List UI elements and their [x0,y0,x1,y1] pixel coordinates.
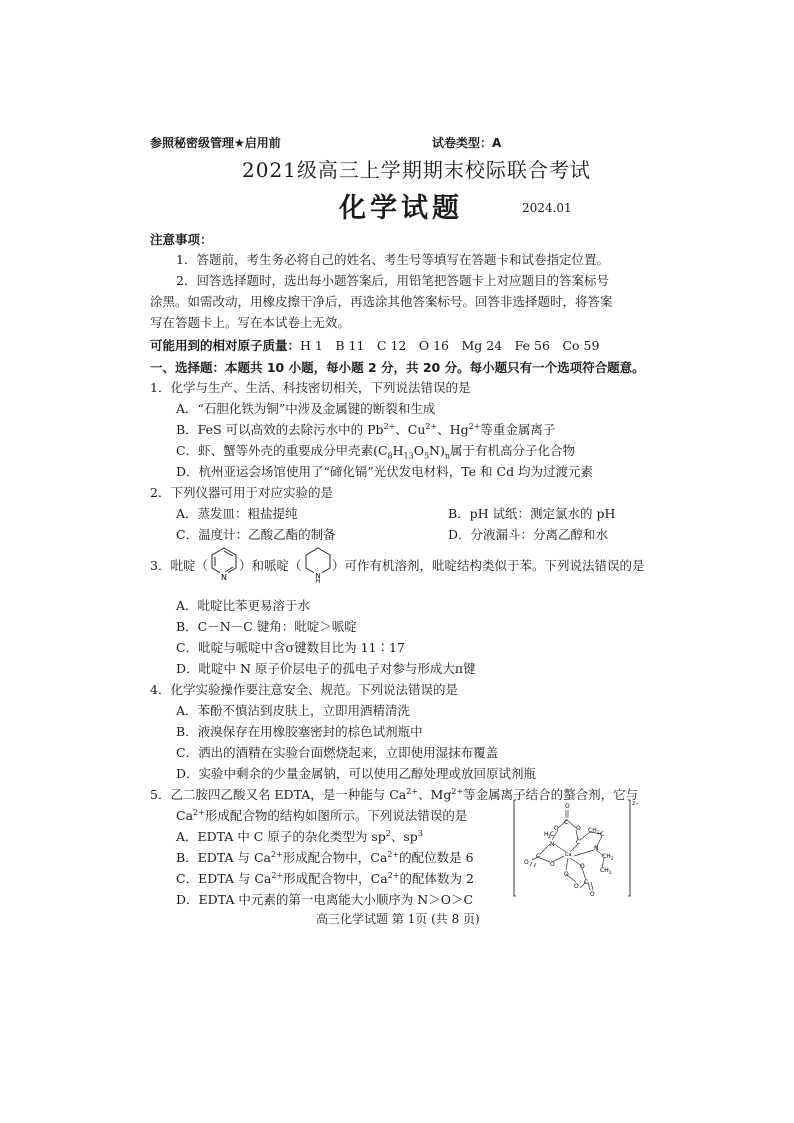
q5-stem-line-2: $Ca^{2+}$形成配合物的结构如图所示。下列说法错误的是 [176,807,468,823]
svg-text:C: C [576,839,581,846]
q1-option-d: D．杭州亚运会场馆使用了“碲化镉”光伏发电材料，Te 和 Cd 均为过渡元素 [176,464,594,479]
q1-stem: 1．化学与生产、生活、科技密切相关，下列说法错误的是 [150,380,471,395]
q3-stem-part-2: ）和哌啶（ [239,558,302,573]
atomic-mass-values: H 1 B 11 C 12 O 16 Mg 24 Fe 56 Co 59 [300,338,600,353]
q2-stem: 2．下列仪器可用于对应实验的是 [150,485,333,500]
q4-option-c: C．洒出的酒精在实验台面燃烧起来，立即使用湿抹布覆盖 [176,745,499,760]
q3-option-a: A．吡啶比苯更易溶于水 [176,598,311,613]
svg-text:2: 2 [597,830,600,835]
svg-text:N: N [594,845,599,852]
notice-item-1: 1．答题前，考生务必将自己的姓名、考生号等填写在答题卡和试卷指定位置。 [176,252,609,267]
svg-text:O: O [550,861,555,868]
svg-text:O: O [574,883,579,890]
svg-text:O: O [590,891,595,898]
svg-text:2: 2 [611,856,614,861]
q2-option-c: C．温度计：乙酸乙酯的制备 [176,527,336,542]
q1-option-c: C．虾、蟹等外壳的重要成分甲壳素$(C_8H_{13}O_5N)_n$属于有机高分子化合物 [176,443,576,461]
svg-text:C: C [600,831,605,838]
svg-text:O: O [524,859,529,866]
q3-stem-part-3: ）可作有机溶剂，吡啶结构类似于苯。下列说法错误的是 [332,558,645,573]
pyridine-n-label: N [221,573,227,581]
atomic-mass-line [150,336,599,354]
q5-stem-line-1: 5．乙二胺四乙酸又名 EDTA，是一种能与 $Ca^{2+}$、$Mg^{2+}$等金属离子结合的螯合剂，它与 [150,786,639,802]
piperidine-structure [303,545,333,583]
q1-option-b: B．FeS 可以高效的去除污水中的 $Pb^{2+}$、$Cu^{2+}$、$Hg^{2+}$等重金属离子 [176,421,556,437]
q5-option-c: C．EDTA 与 $Ca^{2+}$形成配合物中，$Ca^{2+}$的配体数为 2 [176,870,474,886]
svg-text:H: H [544,831,549,838]
svg-text:Ca: Ca [565,852,572,858]
svg-text:CH: CH [602,853,611,860]
notice-item-2-line-1: 2．回答选择题时，选出每小题答案后，用铅笔把答题卡上对应题目的答案标号 [176,273,609,288]
q2-option-d: D．分液漏斗：分离乙醇和水 [448,527,609,542]
svg-text:C: C [584,879,589,886]
svg-text:O: O [565,803,570,810]
edta-calcium-complex-structure [510,796,650,900]
svg-text:O: O [580,863,585,870]
q3-option-c: C．吡啶与哌啶中含σ键数目比为 11∶17 [176,640,405,655]
q4-option-b: B．液溴保存在用橡胶塞密封的棕色试剂瓶中 [176,724,423,739]
svg-text:O: O [564,871,569,878]
confidential-label: 参照秘密级管理★启用前 [150,136,281,150]
q4-stem: 4．化学实验操作要注意安全、规范。下列说法错误的是 [150,682,458,697]
svg-text:CH: CH [600,867,609,874]
svg-text:C: C [536,853,541,860]
q4-option-a: A．苯酚不慎沾到皮肤上，立即用酒精清洗 [176,703,411,718]
q3-option-d: D．吡啶中 N 原子价层电子的孤电子对参与形成大π键 [176,661,476,676]
svg-text:C: C [564,819,569,826]
svg-text:N: N [315,572,321,580]
q3-stem-part-1: 3．吡啶（ [150,558,208,573]
q5-option-d: D．EDTA 中元素的第一电离能大小顺序为 N＞O＞C [176,892,474,907]
svg-text:O: O [554,825,559,832]
notice-item-2-line-2: 涂黑。如需改动，用橡皮擦干净后，再选涂其他答案标号。回答非选择题时，将答案 [150,294,613,309]
exam-title: 2021级高三上学期期末校际联合考试 [242,158,591,182]
piperidine-h-label: H [315,578,321,583]
svg-text:2: 2 [548,834,551,839]
q2-option-b: B．pH 试纸：测定氯水的 pH [448,506,616,521]
svg-text:2: 2 [609,870,612,875]
atomic-mass-label: 可能用到的相对原子质量： [150,338,301,353]
svg-text:CH: CH [588,827,597,834]
q4-option-d: D．实验中剩余的少量金属钠，可以使用乙醇处理或放回原试剂瓶 [176,766,537,781]
svg-text:O: O [576,825,581,832]
complex-charge: 2− [632,801,640,807]
notice-heading: 注意事项： [150,232,213,247]
svg-text:N: N [550,841,555,848]
subject-title: 化学试题 [339,193,463,224]
section-1-heading: 一、选择题：本题共 10 小题，每小题 2 分，共 20 分。每小题只有一个选项符合题意。 [150,360,645,375]
q5-option-b: B．EDTA 与 $Ca^{2+}$形成配合物中，$Ca^{2+}$的配位数是 6 [176,849,474,865]
q2-option-a: A．蒸发皿：粗盐提纯 [176,506,298,521]
pyridine-structure [209,545,239,581]
page-footer: 高三化学试题 第 1页 (共 8 页) [316,912,480,926]
svg-text:C: C [550,831,555,838]
q1-option-a: A．“石胆化铁为铜”中涉及金属键的断裂和生成 [176,401,436,416]
q5-option-a: A．EDTA 中 C 原子的杂化类型为 $sp^2$、$sp^3$ [176,828,423,844]
notice-item-2-line-3: 写在答题卡上。写在本试卷上无效。 [150,315,351,330]
q3-option-b: B．C－N－C 键角：吡啶＞哌啶 [176,619,357,634]
exam-date: 2024.01 [522,201,572,215]
exam-type-label: 试卷类型：A [432,136,502,150]
